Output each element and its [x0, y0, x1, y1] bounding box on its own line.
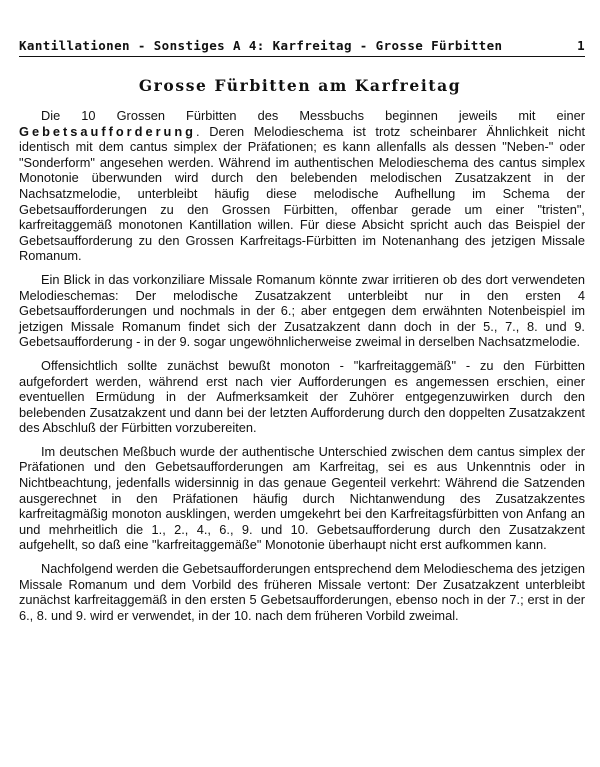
paragraph-2: Ein Blick in das vorkonziliare Missale Romanum könnte zwar irritieren ob des dort verwendeten Melodieschemas: Der melodische Zusatzakzent unterbleibt nur in den ersten 4 Gebetsaufforderungen und nochmals in der 6.; aber entgegen dem erwähnten Notenbeispiel im jetzigen Missale Romanum findet sich der Zusatzakzent dann doch in der 5., 7., 8. und 9. Gebetsaufforderung - in der 9. sogar ungewöhnlicherweise zweimal in derselben Nachsatzmelodie.: [19, 271, 585, 350]
paragraph-4: Im deutschen Meßbuch wurde der authentische Unterschied zwischen dem cantus simplex der Präfationen und den Gebetsaufforderungen am Karfreitag, sei es aus Unkenntnis oder in Nichtbeachtung, jedenfalls widersinnig in das genaue Gegenteil verkehrt: Während die Satzenden ausgerechnet in den Präfationen häufig durch Nichtanwendung des Zusatzakzentes karfreitagmäßig monoton ausklingen, werden umgekehrt bei den Karfreitagsfürbitten von Anfang an und mehrheitlich die 1., 2., 4., 6., 9. und 10. Gebetsaufforderung durch den Zusatzakzent aufgehellt, so daß eine "karfreitaggemäße" Monotonie überhaupt nicht erst aufkommen kann.: [19, 443, 585, 553]
paragraph-3: Offensichtlich sollte zunächst bewußt monoton - "karfreitaggemäß" - zu den Fürbitten aufgefordert werden, während erst nach vier Aufforderungen es angemessen erschien, einer eventuellen Ermüdung in der Aufmerksamkeit der Zuhörer entgegenzuwirken durch den belebenden Zusatzakzent und dann bei der letzten Aufforderung durch den doppelten Zusatzakzent des Abschluß der Fürbitten vorzubereiten.: [19, 357, 585, 436]
paragraph-1-intro: Die 10 Grossen Fürbitten des Messbuchs beginnen jeweils mit einer: [41, 108, 585, 123]
paragraph-1-rest: . Deren Melodieschema ist trotz scheinbarer Ähnlichkeit nicht identisch mit dem cantus simplex der Präfationen; es kann allenfalls als dessen "Neben-" oder "Sonderform" angesehen werden. Während im authentischen Melodieschema des cantus simplex Monotonie überwunden wird durch den belebenden melodischen Zusatzakzent in der Nachsatzmelodie, unterbleibt häufig diese melodische Aufhellung im Schema der Gebetsaufforderungen zu den Grossen Fürbitten, offenbar gerade um einer "tristen", karfreitaggemäß monotonen Kantillation willen. Für diese Absicht spricht auch das Beispiel der Gebetsaufforderung zu den Grossen Karfreitags-Fürbitten im Notenanhang des jetzigen Missale Romanum.: [19, 123, 585, 264]
running-header: [19, 38, 585, 57]
document-title: Grosse Fürbitten am Karfreitag: [138, 76, 462, 95]
paragraph-1: [19, 108, 585, 264]
emphasized-term: Gebetsaufforderung: [19, 123, 197, 139]
paragraph-5: Nachfolgend werden die Gebetsaufforderungen entsprechend dem Melodieschema des jetzigen Missale Romanum und dem Vorbild des früheren Missale vertont: Der Zusatzakzent unterbleibt zunächst karfreitaggemäß in den ersten 5 Gebetsaufforderungen, ebenso noch in der 7.; erst in der 6., 8. und 9. wird er verwendet, in der 10. nach dem früheren Vorbild zweimal.: [19, 561, 585, 623]
running-title: Kantillationen - Sonstiges A 4: Karfreitag - Grosse Fürbitten: [19, 38, 503, 53]
page-number: 1: [577, 38, 585, 53]
document-body: [19, 108, 585, 631]
